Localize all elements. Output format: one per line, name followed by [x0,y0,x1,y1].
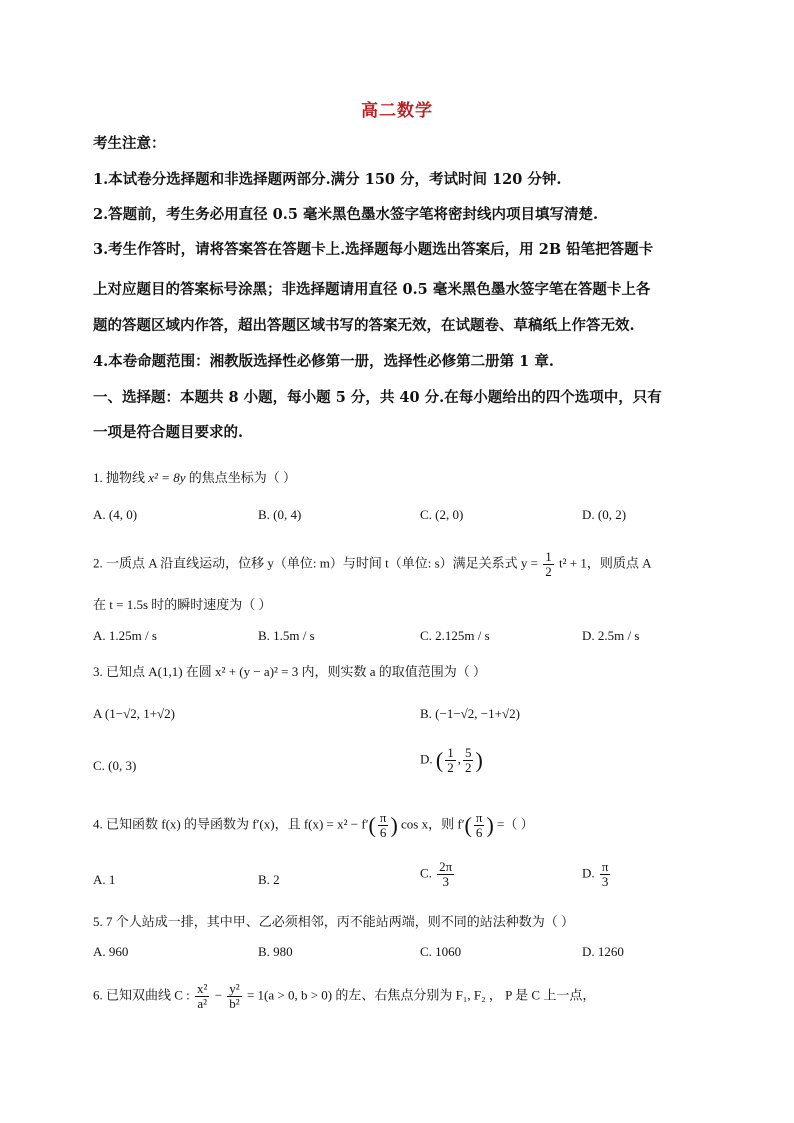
page-title: 高二数学 [361,101,433,121]
question-2-option-b: B. 1.5m / s [258,628,315,643]
question-1-option-b: B. (0, 4) [258,507,302,522]
question-3-stem: 3. 已知点 A(1,1) 在圆 x² + (y − a)² = 3 内，则实数 a 的取值范围为（ ） [93,664,487,679]
option-label: C. [420,865,432,881]
fraction-denominator: 2 [545,564,552,579]
question-4-option-d [582,860,612,889]
question-1-suffix: 的焦点坐标为（ ） [188,470,296,485]
fraction-numerator: π [475,810,483,825]
fraction-denominator: 2 [464,760,472,775]
question-5-option-c: C. 1060 [420,944,462,959]
fraction-two-pi-over-three [437,860,454,889]
question-4-option-a: A. 1 [93,872,116,887]
question-4-text-b: cos x，则 f′ [401,816,465,832]
fraction-denominator: 6 [379,825,387,840]
question-2-text-a: 2. 一质点 A 沿直线运动，位移 y（单位: m）与时间 t（单位: s）满足关系式 y = [93,555,539,571]
question-6-stem [93,982,595,1011]
question-5-option-b: B. 980 [258,944,293,959]
fraction-pi-over-six [378,811,389,840]
fraction-numerator: 5 [464,745,472,760]
question-2-option-c: C. 2.125m / s [420,628,490,643]
question-5-option-a: A. 960 [93,944,129,959]
fraction-five-halves [463,746,474,775]
notice-item-2: 2.答题前，考生务必用直径 0.5 毫米黑色墨水签字笔将密封线内项目填写清楚. [93,206,599,223]
question-1-option-d: D. (0, 2) [582,507,627,522]
question-1-option-a: A. (4, 0) [93,507,138,522]
notice-item-3-line-1: 3.考生作答时，请将答案答在答题卡上.选择题每小题选出答案后，用 2B 铅笔把答题卡 [93,241,654,258]
fraction-denominator: a² [197,996,208,1011]
question-2-option-d: D. 2.5m / s [582,628,640,643]
question-4-option-c [420,860,456,889]
question-5-stem: 5. 7 个人站成一排，其中甲、乙必须相邻，丙不能站两端，则不同的站法种数为（ ） [93,914,575,929]
option-label: D. [420,751,433,767]
fraction-one-half [445,746,456,775]
question-2-text-b: t² + 1，则质点 A [559,555,652,571]
question-2-line-1 [93,550,652,579]
fraction-denominator: 6 [475,825,483,840]
question-2-option-a: A. 1.25m / s [93,628,157,643]
question-4-stem: 4. 已知函数 f(x) 的导函数为 f′(x)，且 f(x) = x² − f′( $\frac{\pi}{6}$ ) cos x，则 f′( $\frac{\pi}{6}$ ) =（ ） [93,810,534,840]
question-3-option-a: A (1−√2, 1+√2) [93,706,176,721]
fraction-pi-over-six [474,811,485,840]
question-1-prefix: 1. 抛物线 [93,470,146,485]
section-heading-line-2: 一项是符合题目要求的. [93,424,244,441]
notice-item-1: 1.本试卷分选择题和非选择题两部分.满分 150 分，考试时间 120 分钟. [93,171,562,188]
fraction-x2-over-a2 [195,982,209,1011]
question-2-line-2: 在 t = 1.5s 时的瞬时速度为（ ） [93,597,272,612]
notice-item-3-line-3: 题的答题区域内作答，超出答题区域书写的答案无效，在试题卷、草稿纸上作答无效. [93,317,635,334]
fraction-y2-over-b2 [227,982,241,1011]
question-5-option-d: D. 1260 [582,944,624,959]
fraction-denominator: 3 [442,874,449,889]
question-6-text-b: = 1(a > 0, b > 0) 的左、右焦点分别为 F₁, F₂ ， P 是 C 上一点， [246,987,596,1003]
minus-sign: − [214,987,223,1003]
fraction-numerator: 1 [545,549,552,564]
question-6-text-a: 6. 已知双曲线 C : [93,987,190,1003]
fraction-numerator: 1 [447,745,454,760]
notice-item-4: 4.本卷命题范围：湘教版选择性必修第一册，选择性必修第二册第 1 章. [93,353,554,370]
fraction-numerator: π [379,810,387,825]
fraction-numerator: 2π [439,859,453,874]
fraction-denominator: 3 [601,874,609,889]
option-label: D. [582,865,595,881]
question-1-expression: x² = 8y [148,470,186,485]
question-4-text-c: =（ ） [497,816,534,832]
notice-item-3-line-2: 上对应题目的答案标号涂黑；非选择题请用直径 0.5 毫米黑色墨水签字笔在答题卡上各 [93,281,651,298]
fraction-pi-over-three [600,860,611,889]
question-4-text-a: 4. 已知函数 f(x) 的导函数为 f′(x)，且 f(x) = x² − f′ [93,816,369,832]
question-3-option-d: D. ( $\frac{1}{2}$ , $\frac{5}{2}$ ) [420,745,483,775]
fraction-numerator: x² [197,981,208,996]
fraction-numerator: π [601,859,609,874]
question-2-fraction [543,550,554,579]
question-3-option-c: C. (0, 3) [93,758,137,773]
question-4-option-b: B. 2 [258,872,280,887]
question-3-option-b: B. (−1−√2, −1+√2) [420,706,520,721]
section-heading-line-1: 一、选择题：本题共 8 小题，每小题 5 分，共 40 分.在每小题给出的四个选项中，只有 [93,389,662,406]
notice-heading: 考生注意： [93,135,166,152]
fraction-numerator: y² [229,981,240,996]
question-1 [93,468,296,488]
question-1-option-c: C. (2, 0) [420,507,464,522]
fraction-denominator: 2 [447,760,454,775]
fraction-denominator: b² [229,996,240,1011]
